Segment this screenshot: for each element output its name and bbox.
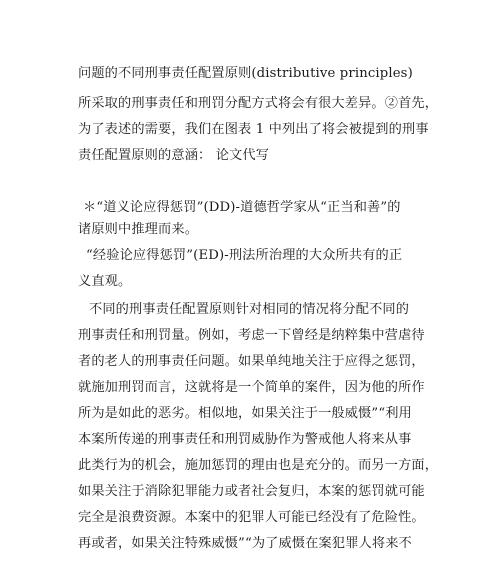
text-line-11: 者的老人的刑事责任问题。如果单纯地关注于应得之惩罚，	[78, 354, 425, 369]
text-line-12: 就施加刑罚而言，这就将是一个简单的案件，因为他的所作	[78, 380, 425, 395]
text-line-13: 所为是如此的恶劣。相似地，如果关注于一般威慑”“利用	[78, 406, 412, 421]
text-line-15: 此类行为的机会，施加惩罚的理由也是充分的。而另一方面，	[78, 458, 438, 473]
text-line-10: 刑事责任和刑罚量。例如，考虑一下曾经是纳粹集中营虐待	[78, 328, 425, 343]
text-line-16: 如果关注于消除犯罪能力或者社会复归，本案的惩罚就可能	[78, 484, 425, 499]
text-line-9: 不同的刑事责任配置原则针对相同的情况将分配不同的	[89, 302, 410, 317]
text-line-17: 完全是浪费资源。本案中的犯罪人可能已经没有了危险性。	[78, 510, 425, 525]
text-line-5: ＊“道义论应得惩罚”(DD)-道德哲学家从“正当和善”的	[83, 200, 401, 215]
text-line-18: 再或者，如果关注特殊威慑”“为了威慑在案犯罪人将来不	[78, 536, 412, 551]
text-line-2: 所采取的刑事责任和刑罚分配方式将会有很大差异。②首先，	[78, 96, 438, 111]
text-line-6: 诸原则中推理而来。	[78, 222, 199, 237]
text-line-1: 问题的不同刑事责任配置原则(distributive principles)	[78, 66, 413, 81]
text-line-4: 责任配置原则的意涵： 论文代写	[78, 148, 270, 163]
text-line-14: 本案所传递的刑事责任和刑罚威胁作为警戒他人将来从事	[78, 432, 412, 447]
text-line-8: 义直观。	[78, 274, 132, 289]
text-line-7: “经验论应得惩罚”(ED)-刑法所治理的大众所共有的正	[86, 248, 403, 263]
text-line-3: 为了表述的需要，我们在图表 1 中列出了将会被提到的刑事	[78, 122, 429, 137]
